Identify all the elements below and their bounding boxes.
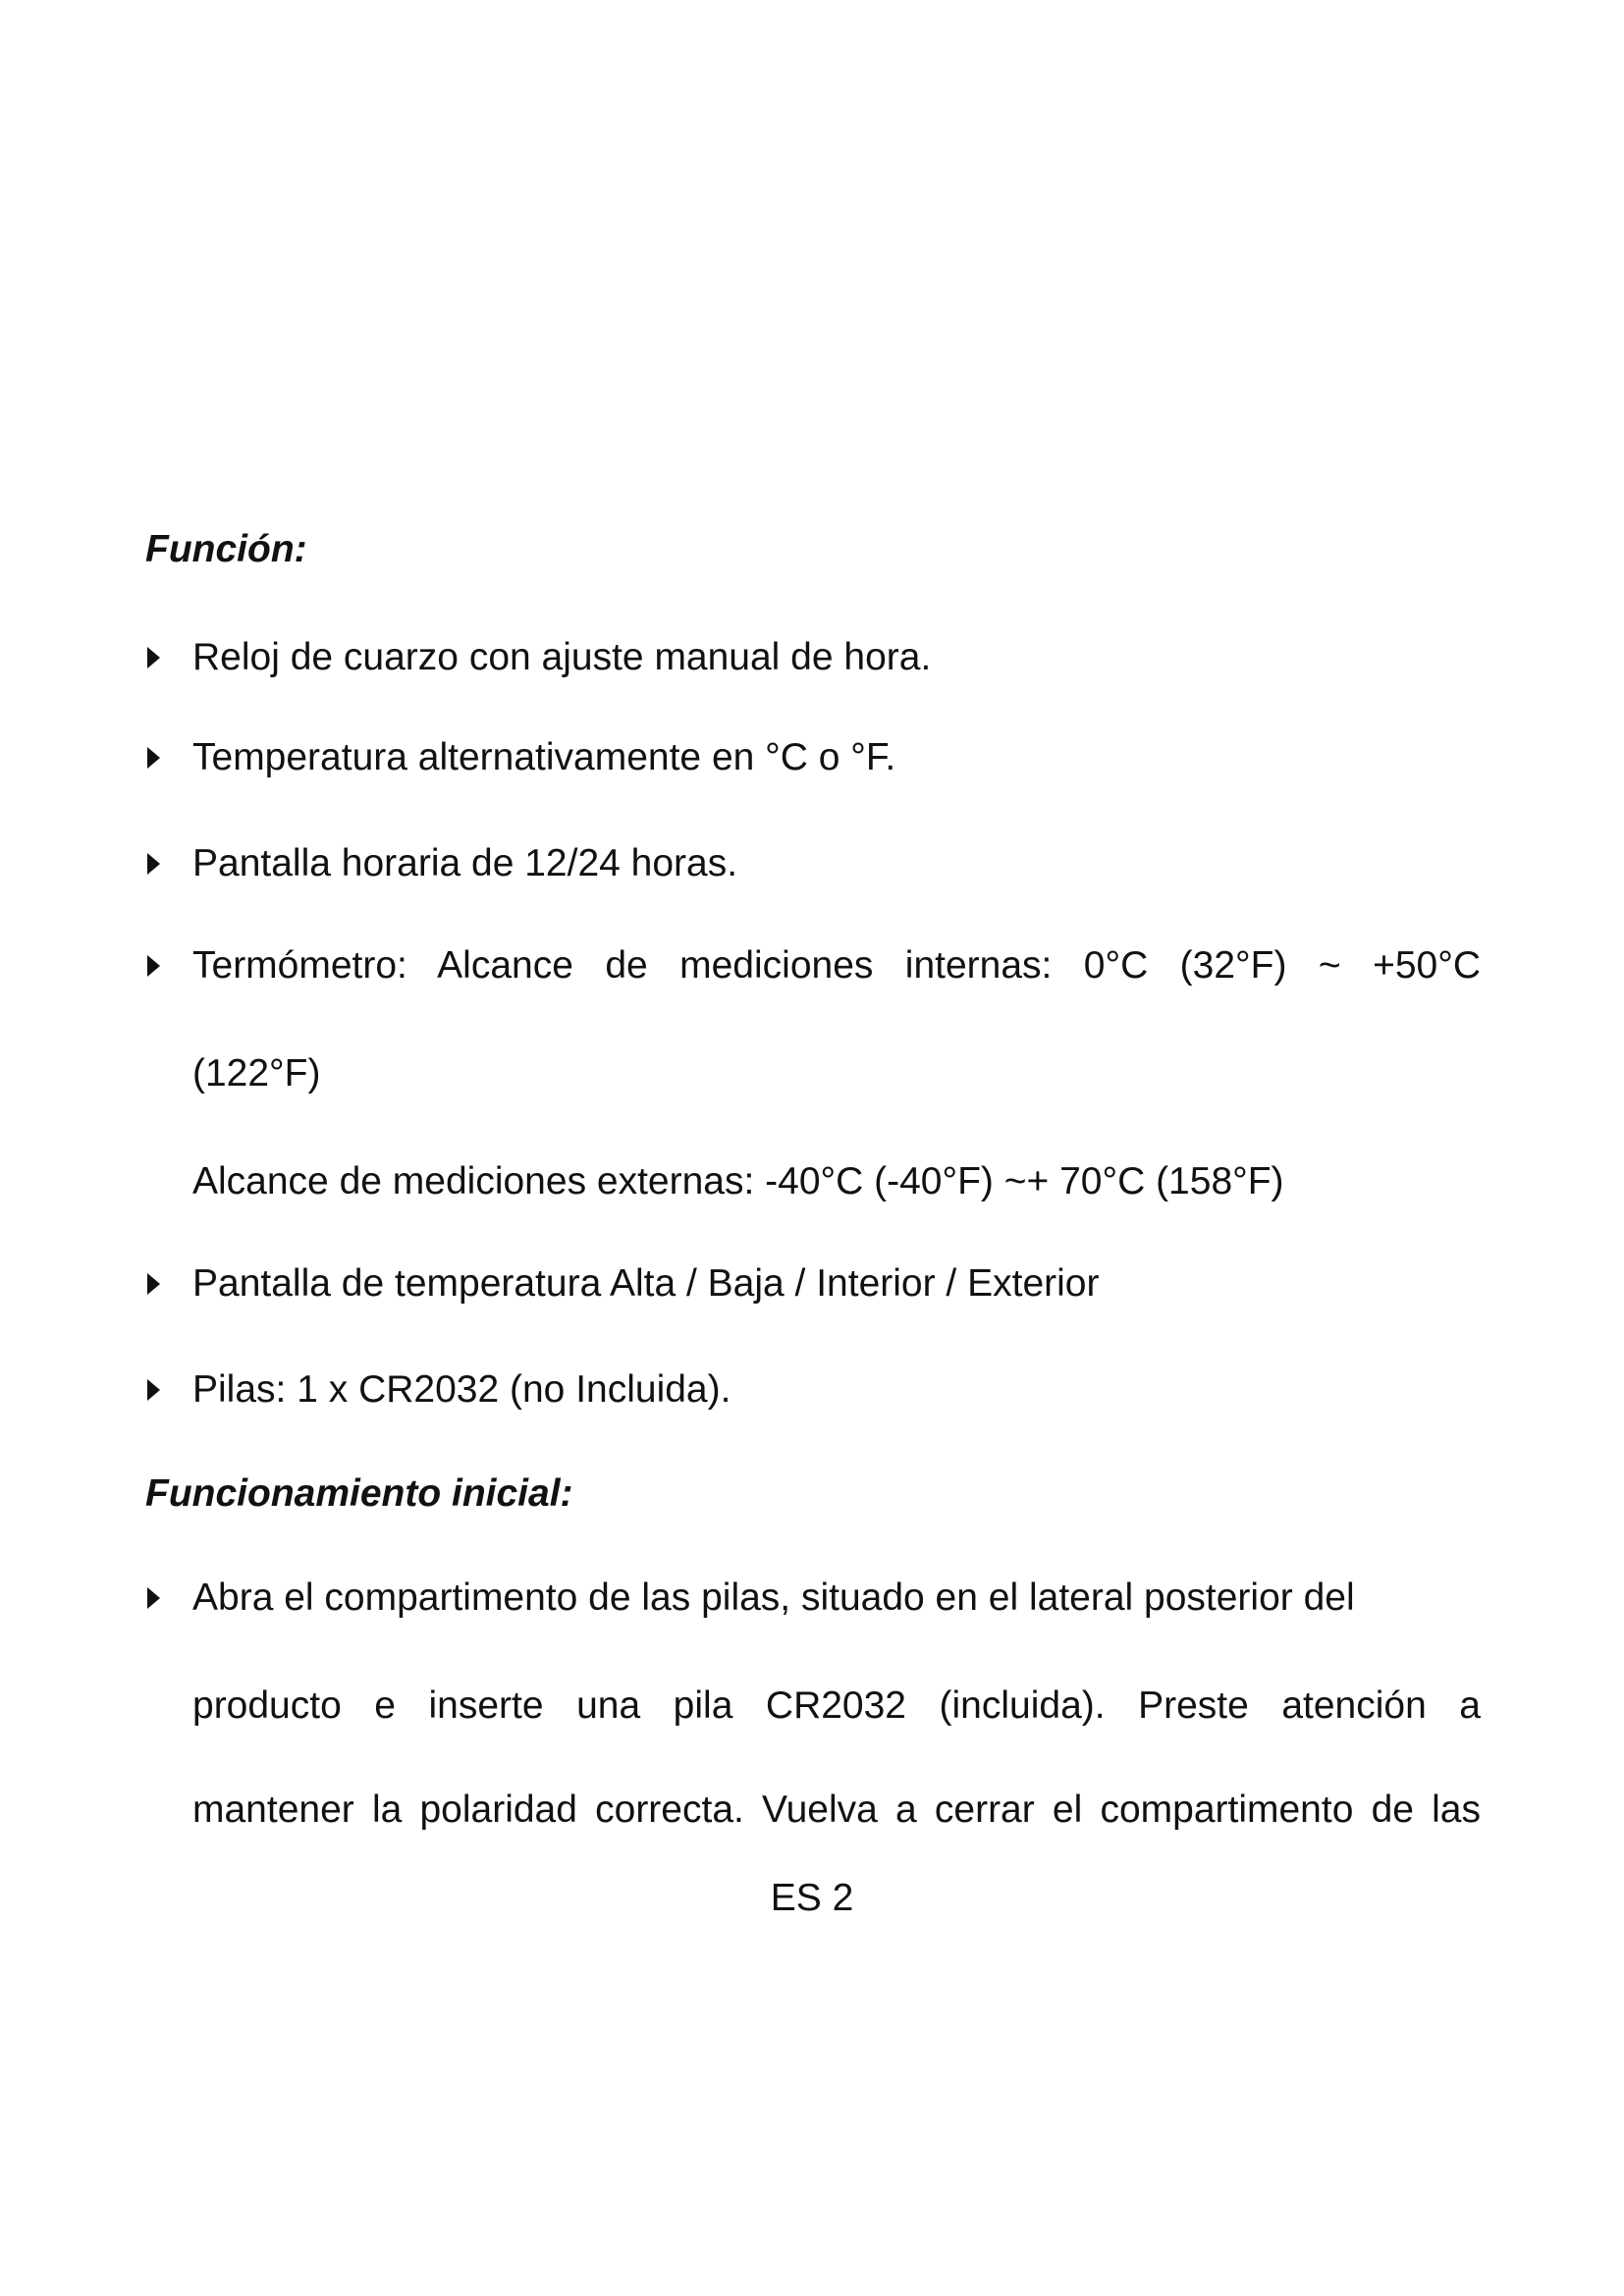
bullet-icon (147, 1273, 160, 1295)
list-item-continuation: Alcance de mediciones externas: -40°C (-40°F) ~+ 70°C (158°F) (192, 1160, 1284, 1202)
page-number: ES 2 (770, 1877, 854, 1919)
paragraph-line: mantener la polaridad correcta. Vuelva a cerrar el compartimento de las (192, 1789, 1481, 1831)
paragraph-line: Abra el compartimento de las pilas, situado en el lateral posterior del (192, 1576, 1355, 1619)
list-item: Pantalla de temperatura Alta / Baja / Interior / Exterior (192, 1262, 1100, 1305)
bullet-icon (147, 1587, 160, 1609)
section-heading-funcion: Función: (145, 528, 307, 570)
list-item-continuation: (122°F) (192, 1052, 321, 1095)
list-item: Reloj de cuarzo con ajuste manual de hora. (192, 636, 932, 678)
bullet-icon (147, 647, 160, 668)
paragraph-line: producto e inserte una pila CR2032 (incluida). Preste atención a (192, 1684, 1481, 1727)
bullet-icon (147, 747, 160, 769)
bullet-icon (147, 1379, 160, 1401)
list-item: Pilas: 1 x CR2032 (no Incluida). (192, 1368, 731, 1411)
list-item: Pantalla horaria de 12/24 horas. (192, 842, 738, 884)
bullet-icon (147, 853, 160, 875)
bullet-icon (147, 955, 160, 977)
section-heading-funcionamiento-inicial: Funcionamiento inicial: (145, 1472, 573, 1515)
list-item-thermometer: Termómetro: Alcance de mediciones internas: 0°C (32°F) ~ +50°C (192, 944, 1481, 987)
list-item: Temperatura alternativamente en °C o °F. (192, 736, 896, 778)
